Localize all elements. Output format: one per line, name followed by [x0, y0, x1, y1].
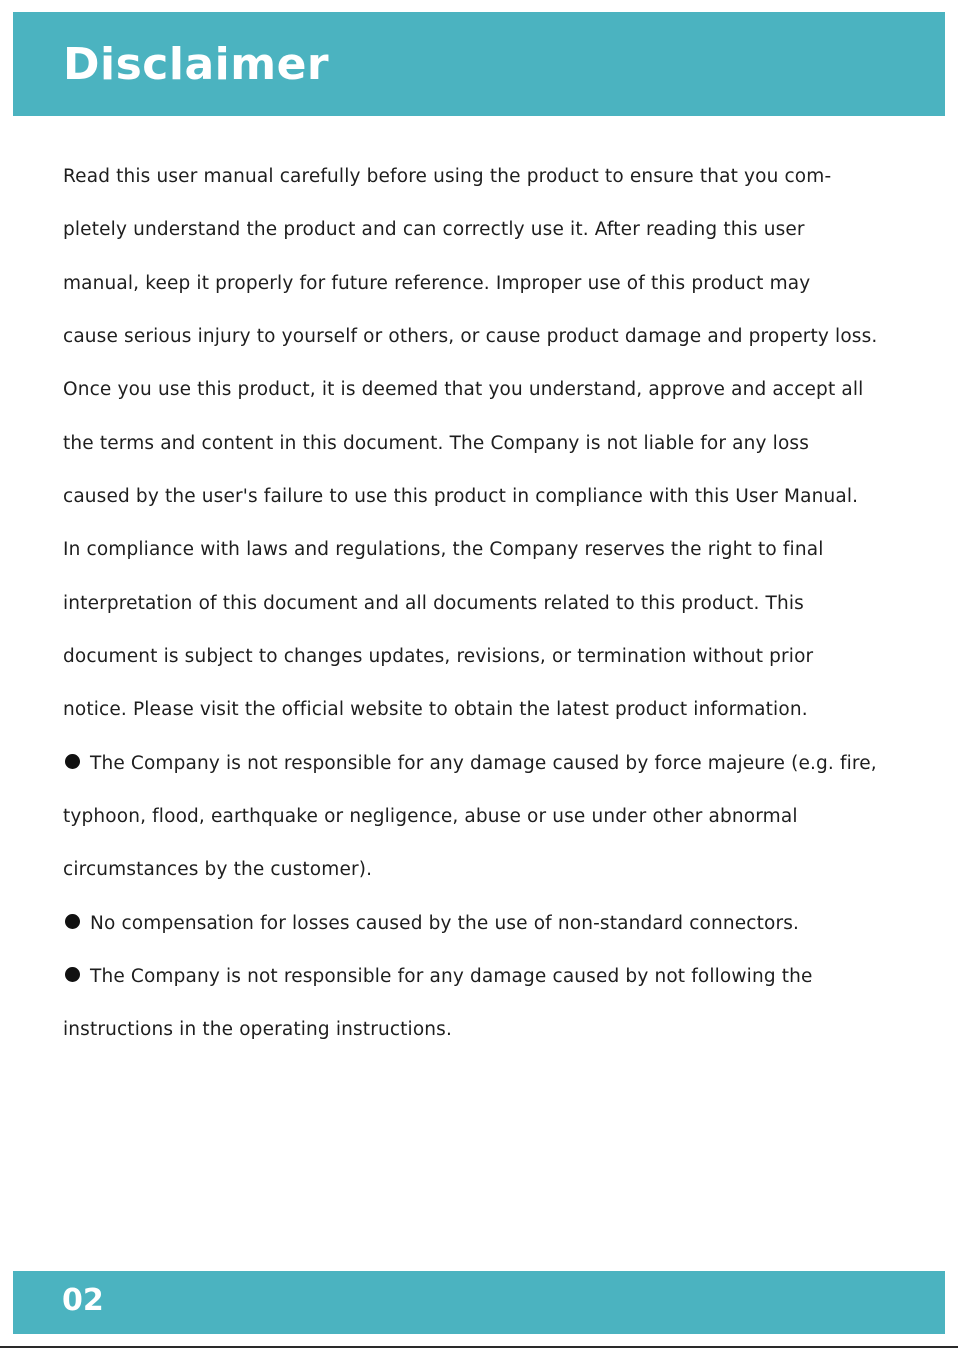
disclaimer-body: [63, 150, 898, 1057]
paragraph-line: caused by the user's failure to use this product in compliance with this User Manual.: [63, 485, 859, 507]
bullet-item-force-majeure: [63, 737, 898, 790]
bullet-text: The Company is not responsible for any damage caused by force majeure (e.g. fire,: [90, 752, 877, 774]
page-number: 02: [62, 1283, 104, 1318]
bullet-continuation-line: typhoon, flood, earthquake or negligence, abuse or use under other abnormal: [63, 805, 798, 827]
paragraph-line: the terms and content in this document. The Company is not liable for any loss: [63, 432, 809, 454]
page-title: Disclaimer: [63, 39, 330, 90]
paragraph-line: interpretation of this document and all documents related to this product. This: [63, 592, 804, 614]
bullet-item-instructions: [63, 950, 898, 1003]
bullet-item-connectors: [63, 897, 898, 950]
bullet-icon: [65, 754, 80, 769]
bullet-text: No compensation for losses caused by the use of non-standard connectors.: [90, 912, 800, 934]
paragraph-line: manual, keep it properly for future reference. Improper use of this product may: [63, 272, 811, 294]
bullet-text: The Company is not responsible for any damage caused by not following the: [90, 965, 813, 987]
paragraph-line: pletely understand the product and can correctly use it. After reading this user: [63, 219, 805, 241]
paragraph-line: Read this user manual carefully before using the product to ensure that you com-: [63, 166, 832, 187]
paragraph-line: document is subject to changes updates, revisions, or termination without prior: [63, 645, 814, 667]
header-banner: [13, 12, 945, 116]
paragraph-line: In compliance with laws and regulations, the Company reserves the right to final: [63, 539, 824, 561]
bottom-divider: [0, 1346, 958, 1348]
bullet-continuation-line: instructions in the operating instructions.: [63, 1019, 452, 1041]
bullet-icon: [65, 967, 80, 982]
bullet-icon: [65, 914, 80, 929]
paragraph-line: cause serious injury to yourself or others, or cause product damage and property loss.: [63, 325, 878, 347]
paragraph-line: notice. Please visit the official website to obtain the latest product information.: [63, 699, 808, 721]
paragraph-line: Once you use this product, it is deemed that you understand, approve and accept all: [63, 379, 864, 401]
footer-banner: [13, 1271, 945, 1334]
bullet-continuation-line: circumstances by the customer).: [63, 859, 373, 881]
